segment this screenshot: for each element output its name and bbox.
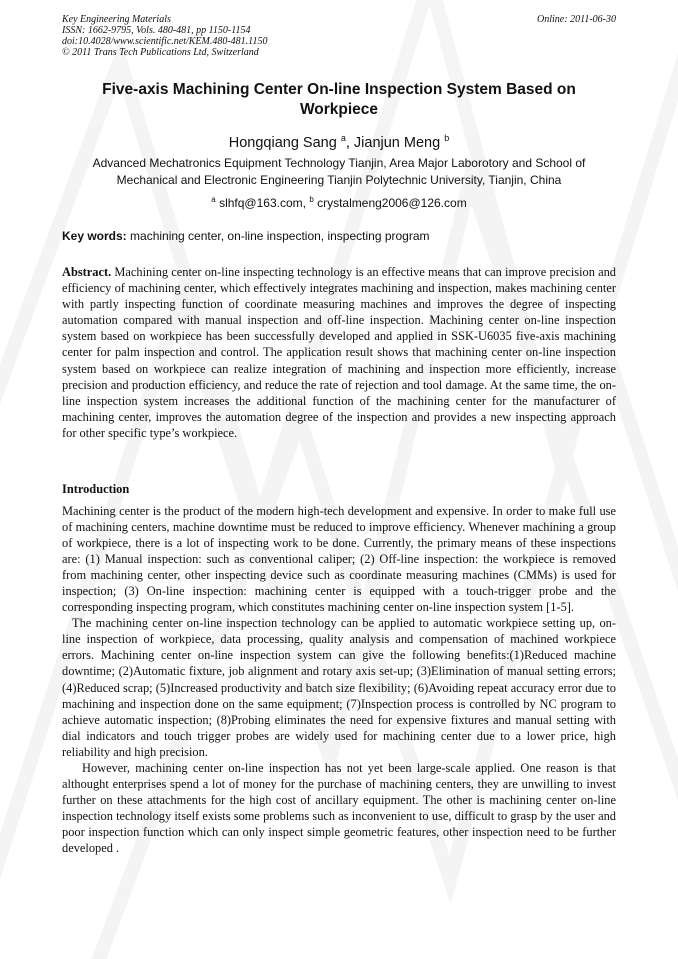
keywords-label: Key words:: [62, 229, 127, 243]
email-line: [62, 192, 616, 211]
keywords: [62, 228, 616, 244]
affiliation-mark: a: [211, 195, 216, 204]
affiliation-mark: a: [340, 133, 346, 143]
affiliation: Advanced Mechatronics Equipment Technology Tianjin, Area Major Laborotory and School of Mechanical and Electronic Engineering Tianjin Polytechnic University, Tianjin, China: [92, 156, 586, 187]
paragraph: The machining center on-line inspection technology can be applied to automatic workpiece setting up, on-line inspection of workpiece, data processing, quality analysis and compensation of machined workpiece errors. Machining center on-line inspection system can give the following benefits:(1)Reduced machine downtime; (2)Automatic fixture, job alignment and rotary axis set-up; (3)Elimination of manual setting errors; (4)Reduced scrap; (5)Increased productivity and batch size flexibility; (6)Avoiding repeat accuracy error due to machining and inspection done on the same equipment; (7)Inspection process is controlled by NC program to achieve automatic inspection; (8)Probing eliminates the need for expensive fixtures and manual setting with dial indicators and touch trigger probes are widely used for machining center due to a lower price, high reliability and high precision.: [62, 616, 616, 759]
keywords-text: machining center, on-line inspection, inspecting program: [126, 229, 430, 243]
email-link[interactable]: slhfq@163.com,: [215, 196, 310, 210]
author-separator: ,: [345, 134, 354, 151]
copyright-line: © 2011 Trans Tech Publications Ltd, Switzerland: [62, 47, 259, 58]
affiliation-mark: b: [444, 133, 450, 143]
doi-link[interactable]: doi:10.4028/www.scientific.net/KEM.480-481.1150: [62, 36, 268, 47]
paragraph: Machining center is the product of the modern high-tech development and expensive. In order to make full use of machining centers, machine downtime must be reduced to improve efficiency. Whenever machining a group of workpiece, there is a lot of inspecting work to be done. Currently, the primary means of these inspections are: (1) Manual inspection: such as conventional caliper; (2) Off-line inspection: the workpiece is removed from machining center, other inspecting device such as coordinate measuring machines (CMMs) is used for inspection; (3) On-line inspection: machining center is equipped with a touch-trigger probe and the corresponding inspecting program, which constitutes machining center on-line inspection system [1-5].: [62, 504, 616, 615]
author-line: [62, 129, 616, 152]
introduction-body: [62, 503, 616, 856]
journal-name: Key Engineering Materials: [62, 14, 171, 25]
abstract: [62, 264, 616, 441]
paper-title: Five-axis Machining Center On-line Inspection System Based on Workpiece: [102, 81, 576, 118]
journal-header: [62, 14, 267, 58]
author-name: Jianjun Meng: [353, 134, 441, 151]
paragraph: However, machining center on-line inspection has not yet been large-scale applied. One reason is that althought enterprises spend a lot of money for the purchase of machining centers, they are unwilling to invest further on these attachments for the high cost of ancillary equipment. The other is machining center on-line inspection technology itself exists some problems such as inconvenient to use, difficult to grasp by the user and poor inspection function which can only inspect simple geometric features, other inspection need to be further developed .: [62, 760, 616, 855]
online-date: Online: 2011-06-30: [537, 14, 616, 25]
abstract-text: Machining center on-line inspecting technology is an effective means that can improve precision and efficiency of machining center, which effectively integrates machining and inspection, makes machining center with partly inspecting function of coordinate measuring machines and improves the degree of inspecting automation compared with manual inspection and off-line inspection. Machining center on-line inspection system based on workpiece has been successfully developed and applied in SSK-U6035 five-axis machining center for palm inspection and control. The application result shows that machining center on-line inspection system based on workpiece can realize integration of machining and inspection more efficiently, increase precision and production efficiency, and reduce the rate of rejection and tool damage. At the same time, the on-line inspection system increases the additional function of the machining center for the manufacturer of machining center, improves the automation degree of the inspection and provides a new inspecting approach for other specific type’s workpiece.: [62, 265, 616, 440]
affiliation-mark: b: [309, 195, 314, 204]
email-link[interactable]: crystalmeng2006@126.com: [313, 196, 467, 210]
issn-line: ISSN: 1662-9795, Vols. 480-481, pp 1150-1154: [62, 25, 251, 36]
section-heading: Introduction: [62, 482, 130, 496]
abstract-label: Abstract.: [62, 265, 112, 279]
author-name: Hongqiang Sang: [228, 134, 337, 151]
